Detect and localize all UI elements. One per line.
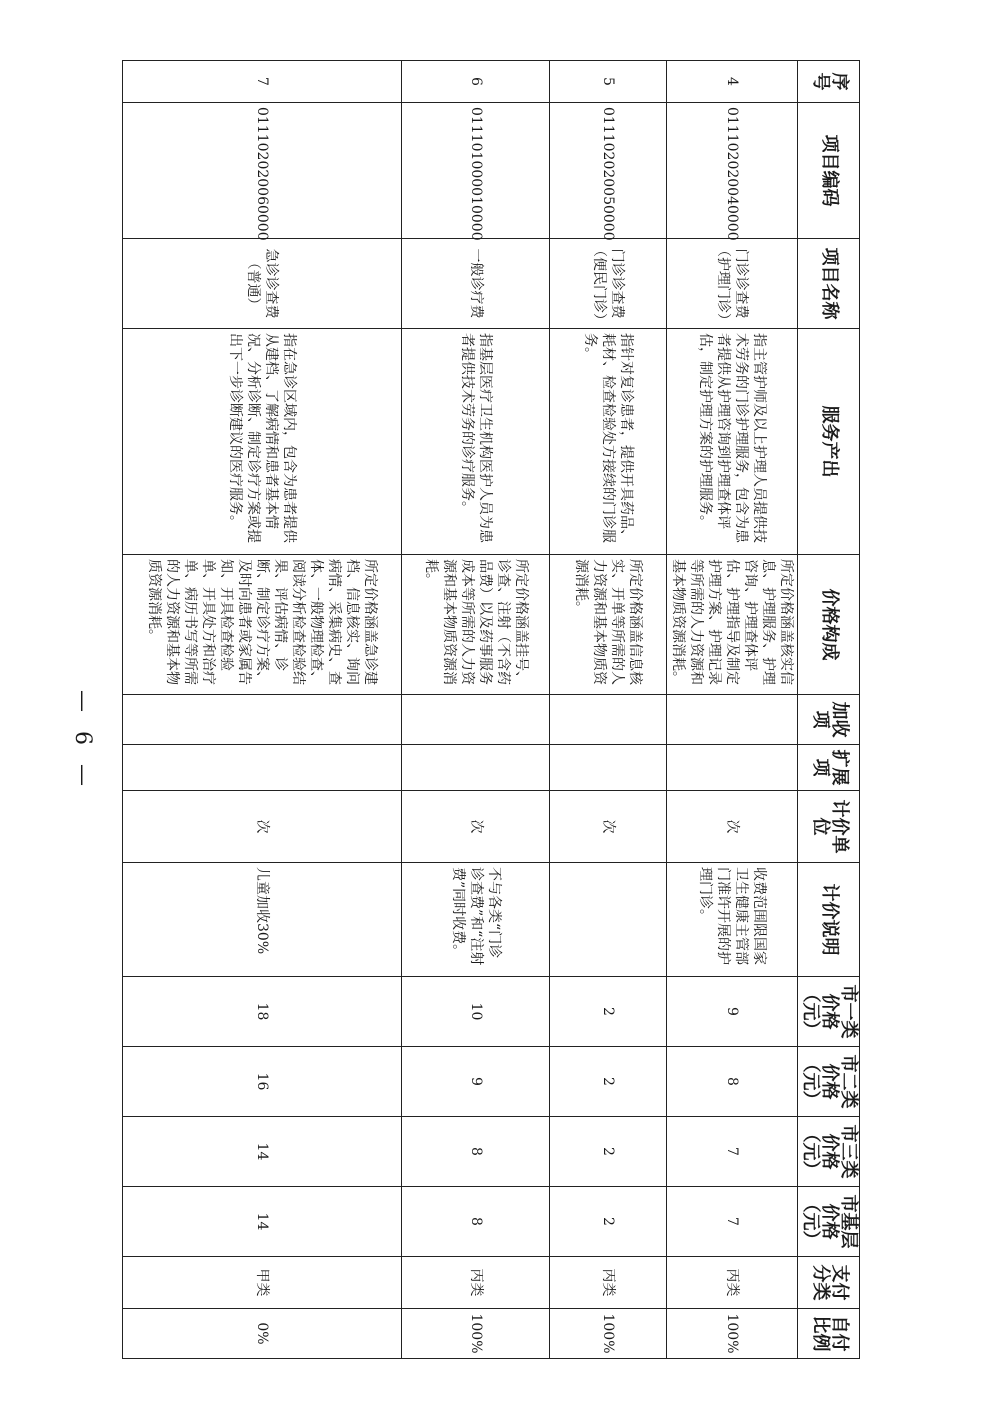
price-tier1: 9 [667,977,798,1047]
header-cell: 加收项 [798,695,860,745]
price-tier2: 16 [123,1047,402,1117]
row-number: 5 [550,61,667,103]
price-table [122,60,860,1359]
header-cell: 市二类价格（元） [798,1047,860,1117]
price-grassroots: 7 [667,1187,798,1257]
payment-class: 甲类 [123,1257,402,1309]
row-number: 7 [123,61,402,103]
service-output: 指在急诊区域内，包含为患者提供从建档、了解病情和患者基本情况、分析诊断、制定诊疗方案或提出下一步诊断建议的医疗服务。 [123,329,402,555]
price-grassroots: 14 [123,1187,402,1257]
payment-class: 丙类 [402,1257,550,1309]
header-cell: 支付分类 [798,1257,860,1309]
price-grassroots: 2 [550,1187,667,1257]
item-name: 急诊诊查费（普通） [123,239,402,329]
table-row [402,61,550,1359]
item-name: 一般诊疗费 [402,239,550,329]
service-output: 指针对复诊患者，提供开具药品、耗材、检查检验处方接续的门诊服务。 [550,329,667,555]
header-cell: 项目编码 [798,103,860,239]
self-pay-ratio: 100% [550,1309,667,1359]
header-cell: 项目名称 [798,239,860,329]
item-code: 011102020050000 [550,103,667,239]
self-pay-ratio: 100% [402,1309,550,1359]
item-code: 011102020040000 [667,103,798,239]
price-tier2: 2 [550,1047,667,1117]
surcharge-item [123,695,402,745]
service-output: 指基层医疗卫生机构医护人员为患者提供技术劳务的诊疗服务。 [402,329,550,555]
header-cell: 序号 [798,61,860,103]
pricing-note: 儿童加收30% [123,863,402,977]
pricing-unit: 次 [667,791,798,863]
pricing-note: 收费范围限国家卫生健康主管部门准许开展的护理门诊。 [667,863,798,977]
header-cell: 计价单位 [798,791,860,863]
price-tier1: 18 [123,977,402,1047]
header-cell: 市一类价格（元） [798,977,860,1047]
header-cell: 自付比例 [798,1309,860,1359]
price-tier3: 14 [123,1117,402,1187]
price-composition: 所定价格涵盖挂号、诊查、注射（不含药品费）以及药事服务成本等所需的人力资源和基本物质资源消耗。 [402,555,550,695]
surcharge-item [402,695,550,745]
header-cell: 市三类价格（元） [798,1117,860,1187]
table-row [667,61,798,1359]
price-tier1: 2 [550,977,667,1047]
item-code: 011102020060000 [123,103,402,239]
pricing-note [550,863,667,977]
extension-item [402,745,550,791]
page-number: — 6 — [70,690,95,792]
price-grassroots: 8 [402,1187,550,1257]
service-output: 指主管护师及以上护理人员提供技术劳务的门诊护理服务，包含为患者提供从护理咨询到护理查体评估，制定护理方案的护理服务。 [667,329,798,555]
surcharge-item [667,695,798,745]
header-cell: 市基层价格（元） [798,1187,860,1257]
surcharge-item [550,695,667,745]
header-cell: 价格构成 [798,555,860,695]
item-code: 011101000010000 [402,103,550,239]
self-pay-ratio: 0% [123,1309,402,1359]
header-cell: 计价说明 [798,863,860,977]
header-row [798,61,860,1359]
table-row [123,61,402,1359]
table-row [550,61,667,1359]
item-name: 门诊诊查费（便民门诊） [550,239,667,329]
header-cell: 服务产出 [798,329,860,555]
self-pay-ratio: 100% [667,1309,798,1359]
extension-item [667,745,798,791]
extension-item [550,745,667,791]
price-composition: 所定价格涵盖核实信息、护理服务、护理咨询、护理查体评估、护理指导及制定护理方案、护理记录等所需的人力资源和基本物质资源消耗。 [667,555,798,695]
header-cell: 扩展项 [798,745,860,791]
payment-class: 丙类 [667,1257,798,1309]
price-tier3: 2 [550,1117,667,1187]
extension-item [123,745,402,791]
price-tier1: 10 [402,977,550,1047]
pricing-unit: 次 [123,791,402,863]
item-name: 门诊诊查费（护理门诊） [667,239,798,329]
price-composition: 所定价格涵盖信息核实、开单等所需的人力资源和基本物质资源消耗。 [550,555,667,695]
price-tier2: 8 [667,1047,798,1117]
pricing-unit: 次 [402,791,550,863]
pricing-note: 不与各类“门诊诊查费”和“注射费”同时收费。 [402,863,550,977]
pricing-unit: 次 [550,791,667,863]
price-composition: 所定价格涵盖急诊建档、信息核实、询问病情、采集病史、查体、一般物理检查、阅读分析检查检验结果、评估病情、诊断、制定诊疗方案、及时向患者或家属告知、开具检查检验单、开具处方和治疗单、病历书写等所需的人力资源和基本物质资源消耗。 [123,555,402,695]
row-number: 4 [667,61,798,103]
price-tier3: 8 [402,1117,550,1187]
payment-class: 丙类 [550,1257,667,1309]
row-number: 6 [402,61,550,103]
price-tier2: 9 [402,1047,550,1117]
price-tier3: 7 [667,1117,798,1187]
